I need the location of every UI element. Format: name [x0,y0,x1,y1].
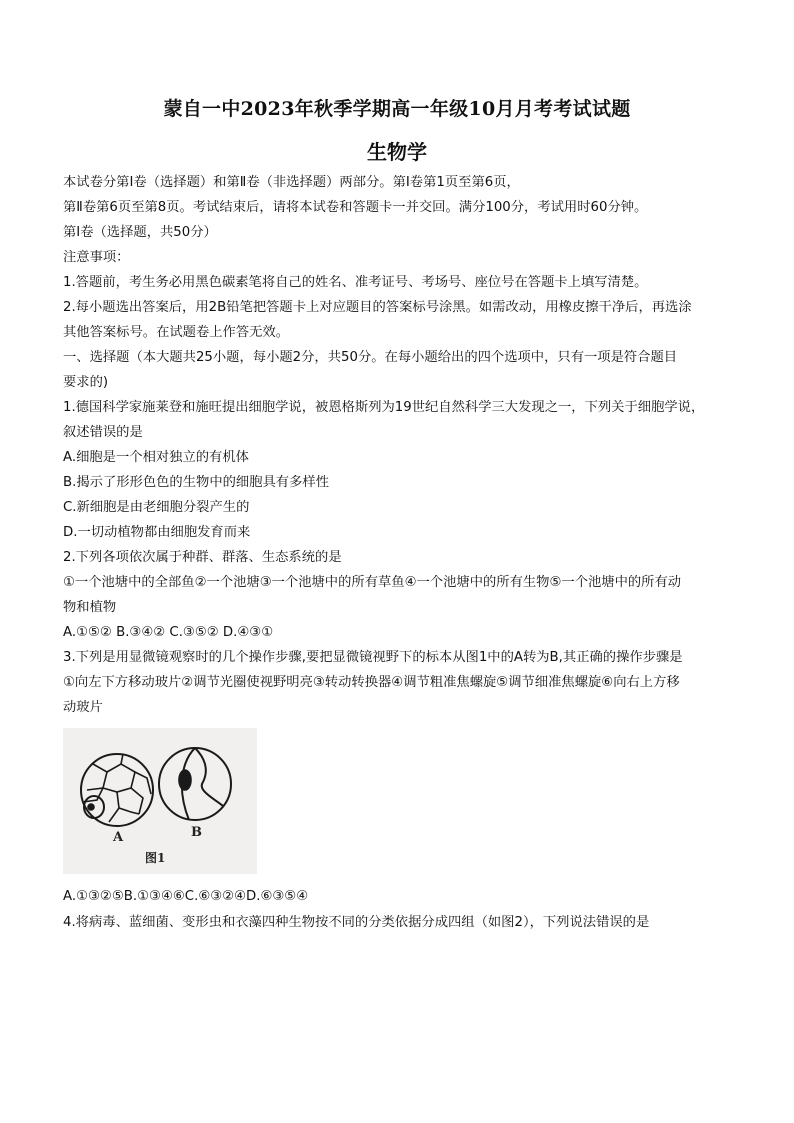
section-heading-line-1: 一、选择题（本大题共25小题，每小题2分，共50分。在每小题给出的四个选项中，只有一项是符合题目 [63,350,678,365]
q2-stem: 2.下列各项依次属于种群、群落、生态系统的是 [63,550,342,565]
q1-stem-line-1: 1.德国科学家施莱登和施旺提出细胞学说，被恩格斯列为19世纪自然科学三大发现之一，下列关于细胞学说， [63,400,705,415]
q3-steps-line-1: ①向左下方移动玻片②调节光圈使视野明亮③转动转换器④调节粗准焦螺旋⑤调节细准焦螺旋⑥向右上方移 [63,675,680,690]
notes-heading: 注意事项： [63,250,130,265]
q3-stem: 3.下列是用显微镜观察时的几个操作步骤,要把显微镜视野下的标本从图1中的A转为B,其正确的操作步骤是 [63,650,683,665]
q2-items-line-2: 物和植物 [63,600,117,615]
q3-options: A.①③②⑤B.①③④⑥C.⑥③②④D.⑥③⑤④ [63,889,309,904]
target-cell-nucleus [88,804,94,810]
q2-options: A.①⑤② B.③④② C.③⑤② D.④③① [63,625,274,640]
notes-item-2-line-1: 2.每小题选出答案后，用2B铅笔把答题卡上对应题目的答案标号涂黑。如需改动，用橡皮擦干净后，再选涂 [63,300,692,315]
q3-steps-line-2: 动玻片 [63,700,103,715]
q1-stem-line-2: 叙述错误的是 [63,425,143,440]
magnified-cell-nucleus [179,770,191,790]
q1-option-d: D.一切动植物都由细胞发育而来 [63,525,251,540]
q2-items-line-1: ①一个池塘中的全部鱼②一个池塘③一个池塘中的所有草鱼④一个池塘中的所有生物⑤一个池塘中的所有动 [63,575,682,590]
figure-1-drawing [63,728,257,874]
figure-label-a: A [113,830,124,845]
intro-line-3: 第Ⅰ卷（选择题，共50分） [63,225,217,240]
q1-option-a: A.细胞是一个相对独立的有机体 [63,450,249,465]
notes-item-2-line-2: 其他答案标号。在试题卷上作答无效。 [63,325,290,340]
q1-option-c: C.新细胞是由老细胞分裂产生的 [63,500,250,515]
exam-title: 蒙自一中2023年秋季学期高一年级10月月考考试试题 [163,98,631,120]
figure-1-microscope-fields [63,728,257,874]
figure-label-b: B [191,825,202,840]
notes-item-1: 1.答题前，考生务必用黑色碳素笔将自己的姓名、准考证号、考场号、座位号在答题卡上填写清楚。 [63,275,648,290]
q1-option-b: B.揭示了形形色色的生物中的细胞具有多样性 [63,475,329,490]
subject-title: 生物学 [367,140,427,164]
section-heading-line-2: 要求的) [63,375,109,390]
intro-line-2: 第Ⅱ卷第6页至第8页。考试结束后，请将本试卷和答题卡一并交回。满分100分，考试用时60分钟。 [63,200,648,215]
figure-caption: 图1 [145,851,166,865]
intro-line-1: 本试卷分第Ⅰ卷（选择题）和第Ⅱ卷（非选择题）两部分。第Ⅰ卷第1页至第6页， [63,175,520,190]
q4-stem: 4.将病毒、蓝细菌、变形虫和衣藻四种生物按不同的分类依据分成四组（如图2），下列说法错误的是 [63,915,650,930]
